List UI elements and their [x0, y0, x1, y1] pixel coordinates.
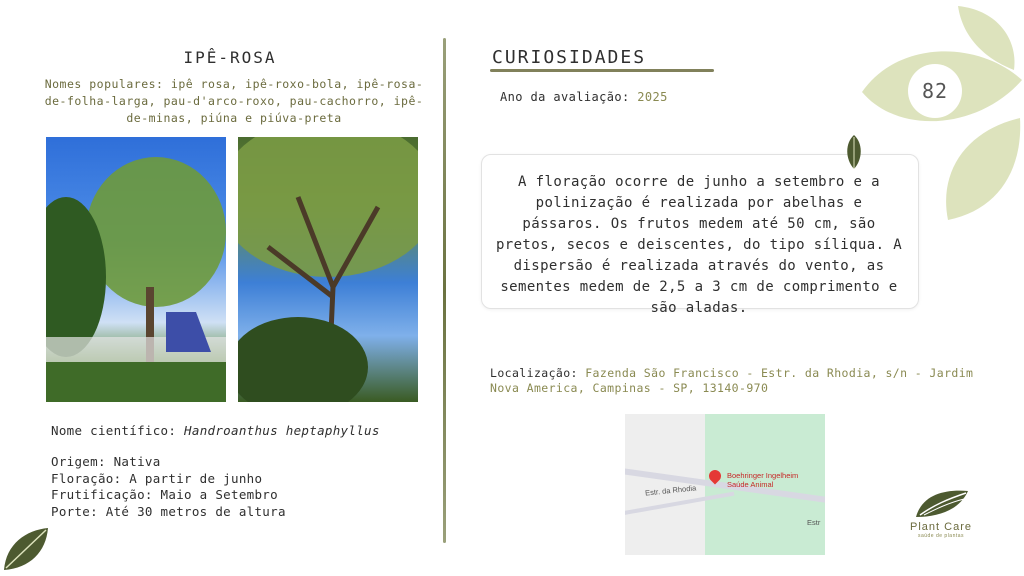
leaf-logo-icon	[914, 487, 970, 519]
fact-origin: Origem: Nativa	[51, 454, 161, 469]
fact-flowering: Floração: A partir de junho	[51, 470, 263, 486]
tree-photo-1	[46, 137, 226, 402]
plant-facts	[51, 454, 286, 520]
popular-names	[40, 76, 428, 127]
section-title: CURIOSIDADES	[492, 47, 647, 68]
leaf-icon	[2, 526, 50, 572]
location-value: Fazenda São Francisco - Estr. da Rhodia, s/n - Jardim Nova America, Campinas - SP, 13140-970	[490, 366, 974, 395]
map-place-label: Boehringer Ingelheim Saúde Animal	[727, 471, 799, 489]
plant-title: IPÊ-ROSA	[183, 48, 277, 67]
column-divider	[443, 38, 446, 543]
fact-size: Porte: Até 30 metros de altura	[51, 503, 286, 519]
map-street-label-2: Estr	[807, 518, 821, 527]
leaf-icon	[843, 133, 865, 171]
tree-photo-2	[238, 137, 418, 402]
location-label: Localização:	[490, 366, 578, 380]
curiosities-text: A floração ocorre de junho a setembro e a polinização é realizada por abelhas e pássaros. Os frutos medem até 50 cm, são pretos, secos e deiscentes, do tipo síliqua. A dispersão é realizada através do vento, as sementes medem de 2,5 a 3 cm de comprimento e são aladas.	[495, 174, 903, 316]
year-label: Ano da avaliação:	[500, 90, 630, 104]
location	[490, 366, 990, 396]
scientific-name	[51, 423, 380, 438]
scientific-name-label: Nome científico:	[51, 423, 177, 438]
logo-tagline: saúde de plantas	[917, 533, 965, 539]
popular-names-value: ipê rosa, ipê-roxo-bola, ipê-rosa-de-folha-larga, pau-d'arco-roxo, pau-cachorro, ipê-de-minas, piúna e piúva-preta	[44, 77, 424, 125]
year-value: 2025	[637, 90, 668, 104]
map-street-label: Estr. da Rhodia	[644, 483, 697, 498]
scientific-name-value: Handroanthus heptaphyllus	[184, 423, 380, 438]
evaluation-year	[500, 90, 668, 104]
location-map[interactable]	[625, 414, 825, 555]
fact-fruiting: Frutificação: Maio a Setembro	[51, 487, 278, 502]
page-number-badge: 82	[908, 64, 962, 118]
title-underline	[490, 69, 714, 72]
logo-name: Plant Care	[910, 521, 972, 533]
popular-names-label: Nomes populares:	[44, 77, 164, 91]
